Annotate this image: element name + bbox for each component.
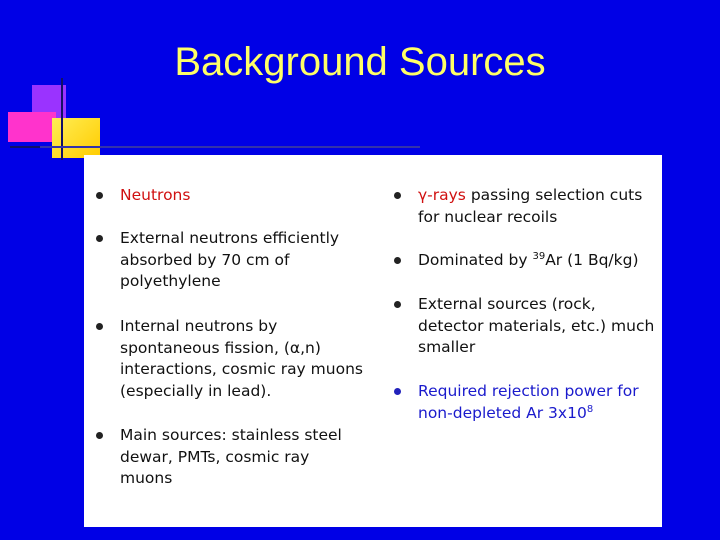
gamma-rays-highlight: γ-rays — [418, 186, 466, 204]
rejection-text: Required rejection power for non-depleted Ar 3x10 — [418, 382, 639, 422]
content-panel — [84, 155, 662, 527]
bullet-rejection-power — [394, 381, 656, 424]
bullet-text — [418, 185, 656, 228]
slide-title: Background Sources — [174, 40, 546, 84]
bullet-dot — [96, 432, 103, 439]
bullet-dot — [394, 192, 401, 199]
bullet-neutrons — [96, 185, 366, 207]
bullet-external-sources — [394, 294, 656, 359]
bullet-text: Internal neutrons by spontaneous fission, (α,n) interactions, cosmic ray muons (especially in lead). — [120, 317, 363, 400]
bullet-text: External sources (rock, detector materials, etc.) much smaller — [418, 295, 655, 356]
dominated-pre: Dominated by — [418, 251, 533, 269]
bullet-dot — [96, 323, 103, 330]
exponent-superscript: 8 — [586, 403, 594, 415]
bullet-text — [418, 250, 656, 272]
bullet-main-sources — [96, 425, 366, 490]
dominated-post: Ar (1 Bq/kg) — [545, 251, 639, 269]
bullet-text: Neutrons — [120, 186, 191, 204]
title-rule — [40, 146, 420, 148]
bullet-text: Main sources: stainless steel dewar, PMTs, cosmic ray muons — [120, 426, 342, 487]
bullet-dot — [96, 235, 103, 242]
bullet-external-neutrons — [96, 228, 366, 293]
bullet-dot — [394, 301, 401, 308]
bullet-text — [418, 381, 656, 424]
isotope-superscript: 39 — [532, 250, 546, 262]
deco-magenta-block — [8, 112, 56, 142]
bullet-gamma-rays — [394, 185, 656, 228]
deco-yellow-block — [52, 118, 100, 158]
bullet-dominated-by — [394, 250, 656, 272]
bullet-internal-neutrons — [96, 316, 366, 402]
bullet-text: External neutrons efficiently absorbed by 70 cm of polyethylene — [120, 229, 340, 290]
bullet-dot — [394, 257, 401, 264]
bullet-dot — [96, 192, 103, 199]
gamma-rays-rest: passing selection cuts for nuclear recoils — [418, 186, 643, 226]
bullet-dot — [394, 388, 401, 395]
